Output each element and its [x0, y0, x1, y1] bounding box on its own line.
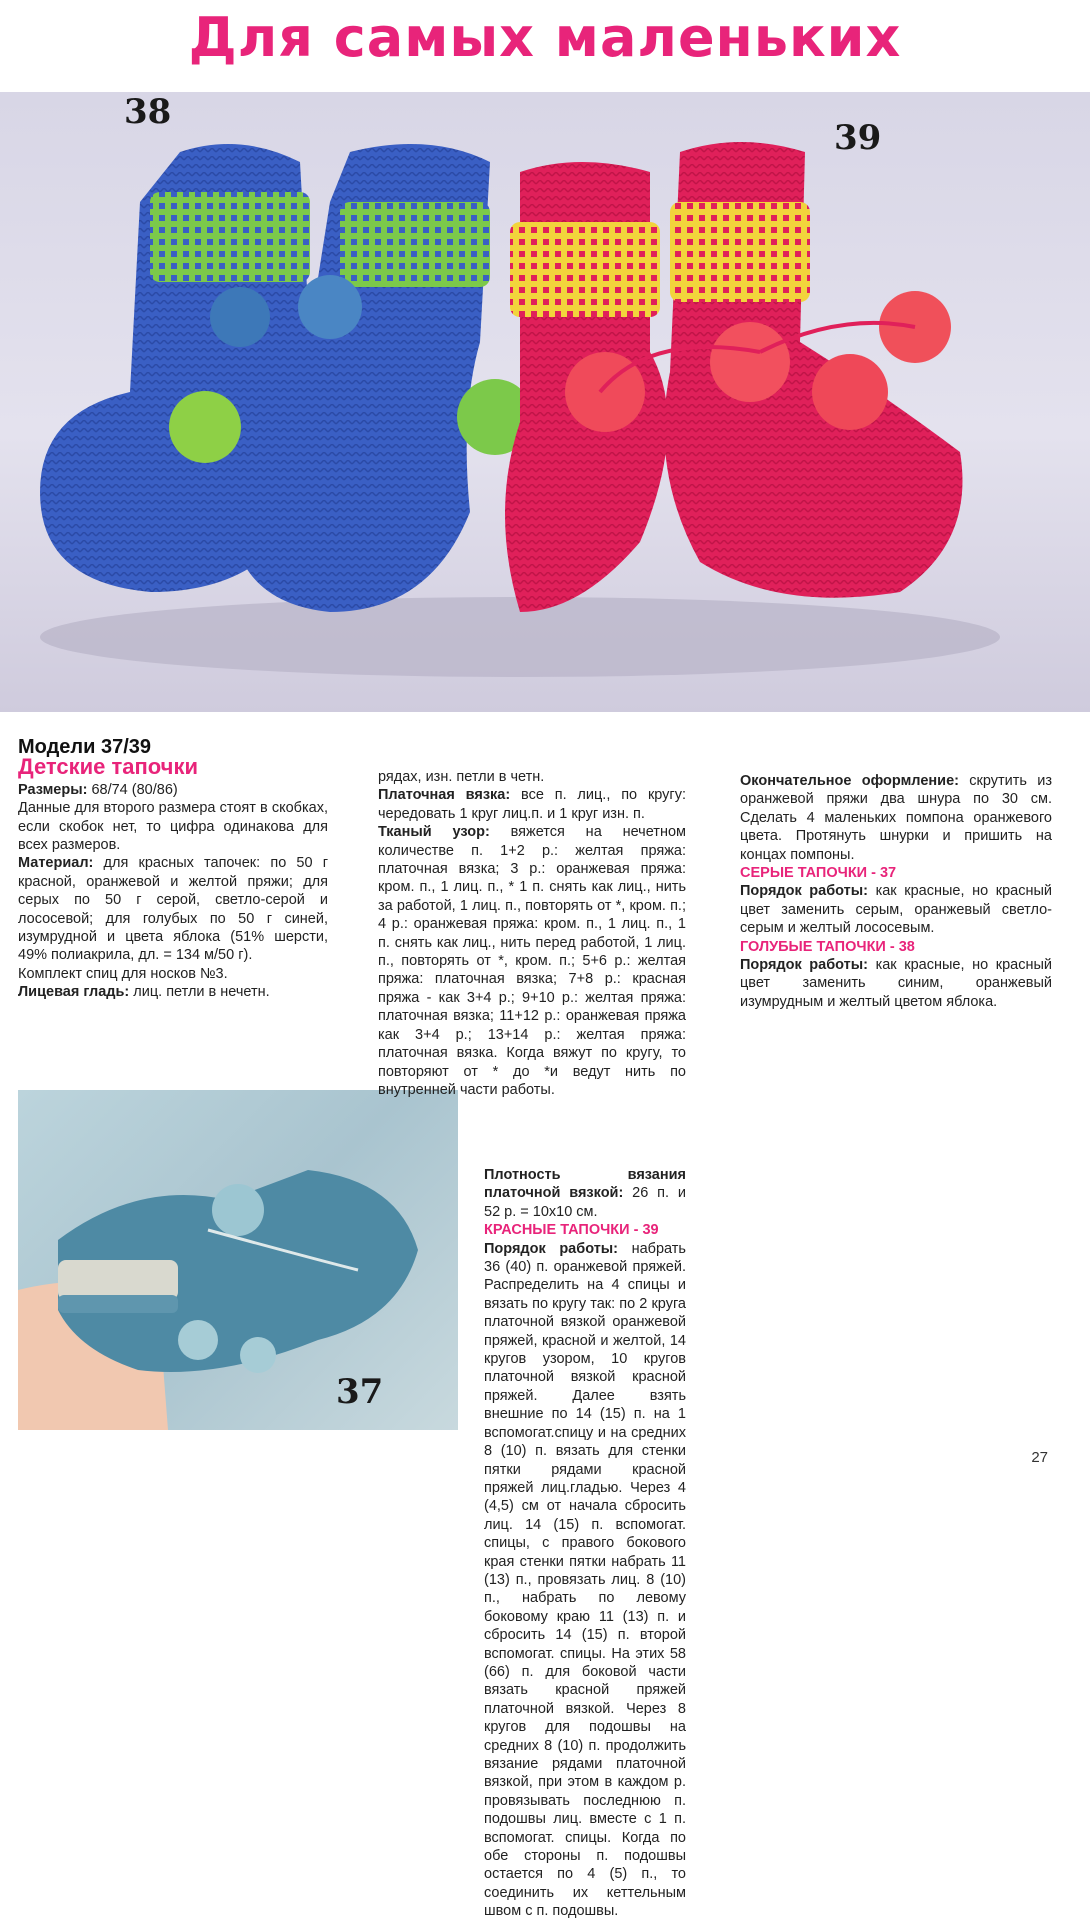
grey-booties-instructions: Порядок работы: как красные, но красный цвет заменить серым, оранжевый светло-серым и желтый лососевым.	[740, 883, 1052, 937]
article-title: Детские тапочки	[18, 754, 198, 780]
column-3	[740, 768, 1052, 1011]
models-heading: Модели 37/39	[18, 736, 152, 758]
model-number-37: 37	[336, 1372, 384, 1412]
booties-illustration	[0, 92, 1090, 712]
grey-booties-heading: СЕРЫЕ ТАПОЧКИ - 37	[740, 865, 897, 882]
red-booties-heading: КРАСНЫЕ ТАПОЧКИ - 39	[484, 1222, 659, 1239]
blue-booties-heading: ГОЛУБЫЕ ТАПОЧКИ - 38	[740, 938, 915, 955]
stockinette-continued: рядах, изн. петли в четн.	[378, 769, 545, 785]
material-paragraph: Материал: для красных тапочек: по 50 г красной, оранжевой и желтой пряжи; для серых по 50 г серой, светло-серой и лососевой; для голубых по 50 г синей, изумрудной и цвета яблока (51% шерсти, 49% полиакрила, дл. = 134 м/50 г).	[18, 855, 328, 964]
sizes-note: Данные для второго размера стоят в скобках, если скобок нет, то цифра одинакова для всех размеров.	[18, 800, 328, 854]
sizes-paragraph: Размеры: 68/74 (80/86)	[18, 781, 178, 798]
woven-pattern-paragraph: Тканый узор: вяжется на нечетном количестве п. 1+2 р.: желтая пряжа: платочная вязка; 3 р.: оранжевая пряжа: кром. п., 1 лиц. п., * 1 п. снять как лиц., нить за работой, 1 лиц. п., повторять от *, кром. п.; 4 р.: оранжевая пряжа: кром. п., 1 лиц. п., 1 п. снять как лиц., нить перед работой, 1 лиц. п., повторять от *, кром. п.; 5+6 р.: желтая пряжа: платочная вязка; 7+8 р.: красная пряжа - как 3+4 р.; 9+10 р.: желтая пряжа: платочная вязка; 11+12 р.: оранжевая пряжа как 3+4 р.; 13+14 р.: желтая пряжа: платочная вязка. Когда вяжут по кругу, то повторяют от * до *и ведут нить по внутренней части работы.	[378, 824, 686, 1098]
column-1	[18, 738, 328, 1002]
baby-bootie-illustration	[18, 1090, 458, 1430]
stockinette-paragraph: Лицевая гладь: лиц. петли в нечетн.	[18, 984, 270, 1001]
bootie-photo-37	[18, 1090, 458, 1430]
gauge-paragraph: Плотность вязания платочной вязкой: 26 п. и 52 р. = 10x10 см.	[484, 1167, 686, 1220]
column-2-lower	[484, 1166, 686, 1921]
page-title: Для самых маленьких	[188, 6, 902, 69]
page-number: 27	[1031, 1449, 1048, 1466]
model-number-38: 38	[124, 92, 172, 132]
model-number-39: 39	[834, 118, 882, 158]
blue-booties-instructions: Порядок работы: как красные, но красный цвет заменить синим, оранжевый изумрудным и желтый цветом яблока.	[740, 957, 1052, 1010]
column-2	[378, 768, 686, 1099]
garter-paragraph: Платочная вязка: все п. лиц., по кругу: чередовать 1 круг лиц.п. и 1 круг изн. п.	[378, 787, 687, 822]
red-booties-instructions: Порядок работы: набрать 36 (40) п. оранжевой пряжей. Распределить на 4 спицы и вязать по кругу так: по 2 круга платочной вязкой оранжевой пряжей, красной и желтой, 14 кругов узором, 10 кругов платочной вязкой красной пряжей. Далее взять внешние по 14 (15) п. на 1 вспомогат.спицу и на средних 8 (10) п. вязать для стенки пятки рядами красной пряжей лиц.гладью. Через 4 (4,5) см от начала сбросить лиц. 14 (15) п. вспомогат. спицы, с правого бокового края стенки пятки набрать 11 (13) п., провязать лиц. 8 (10) п., набрать по левому боковому краю 11 (13) п. и сбросить 14 (15) п. второй вспомогат. спицы. На этих 58 (66) п. для боковой части вязать красной пряжей платочной вязкой. Через 8 кругов для подошвы на средних 8 (10) п. продолжить вязание рядами платочной вязкой, при этом в каждом р. провязывать последнюю п. подошвы лиц. вместе с 1 п. вспомогат. спицы. Когда по обе стороны п. подошвы остается по 4 (5) п., то соединить их кеттельным швом с п. подошвы.	[484, 1240, 686, 1920]
hero-photo	[0, 92, 1090, 712]
finish-paragraph: Окончательное оформление: скрутить из оранжевой пряжи два шнура по 30 см. Сделать 4 маленьких помпона оранжевого цвета. Протянуть шнурки и пришить на концах помпоны.	[740, 773, 1052, 863]
needles-paragraph: Комплект спиц для носков №3.	[18, 965, 228, 982]
